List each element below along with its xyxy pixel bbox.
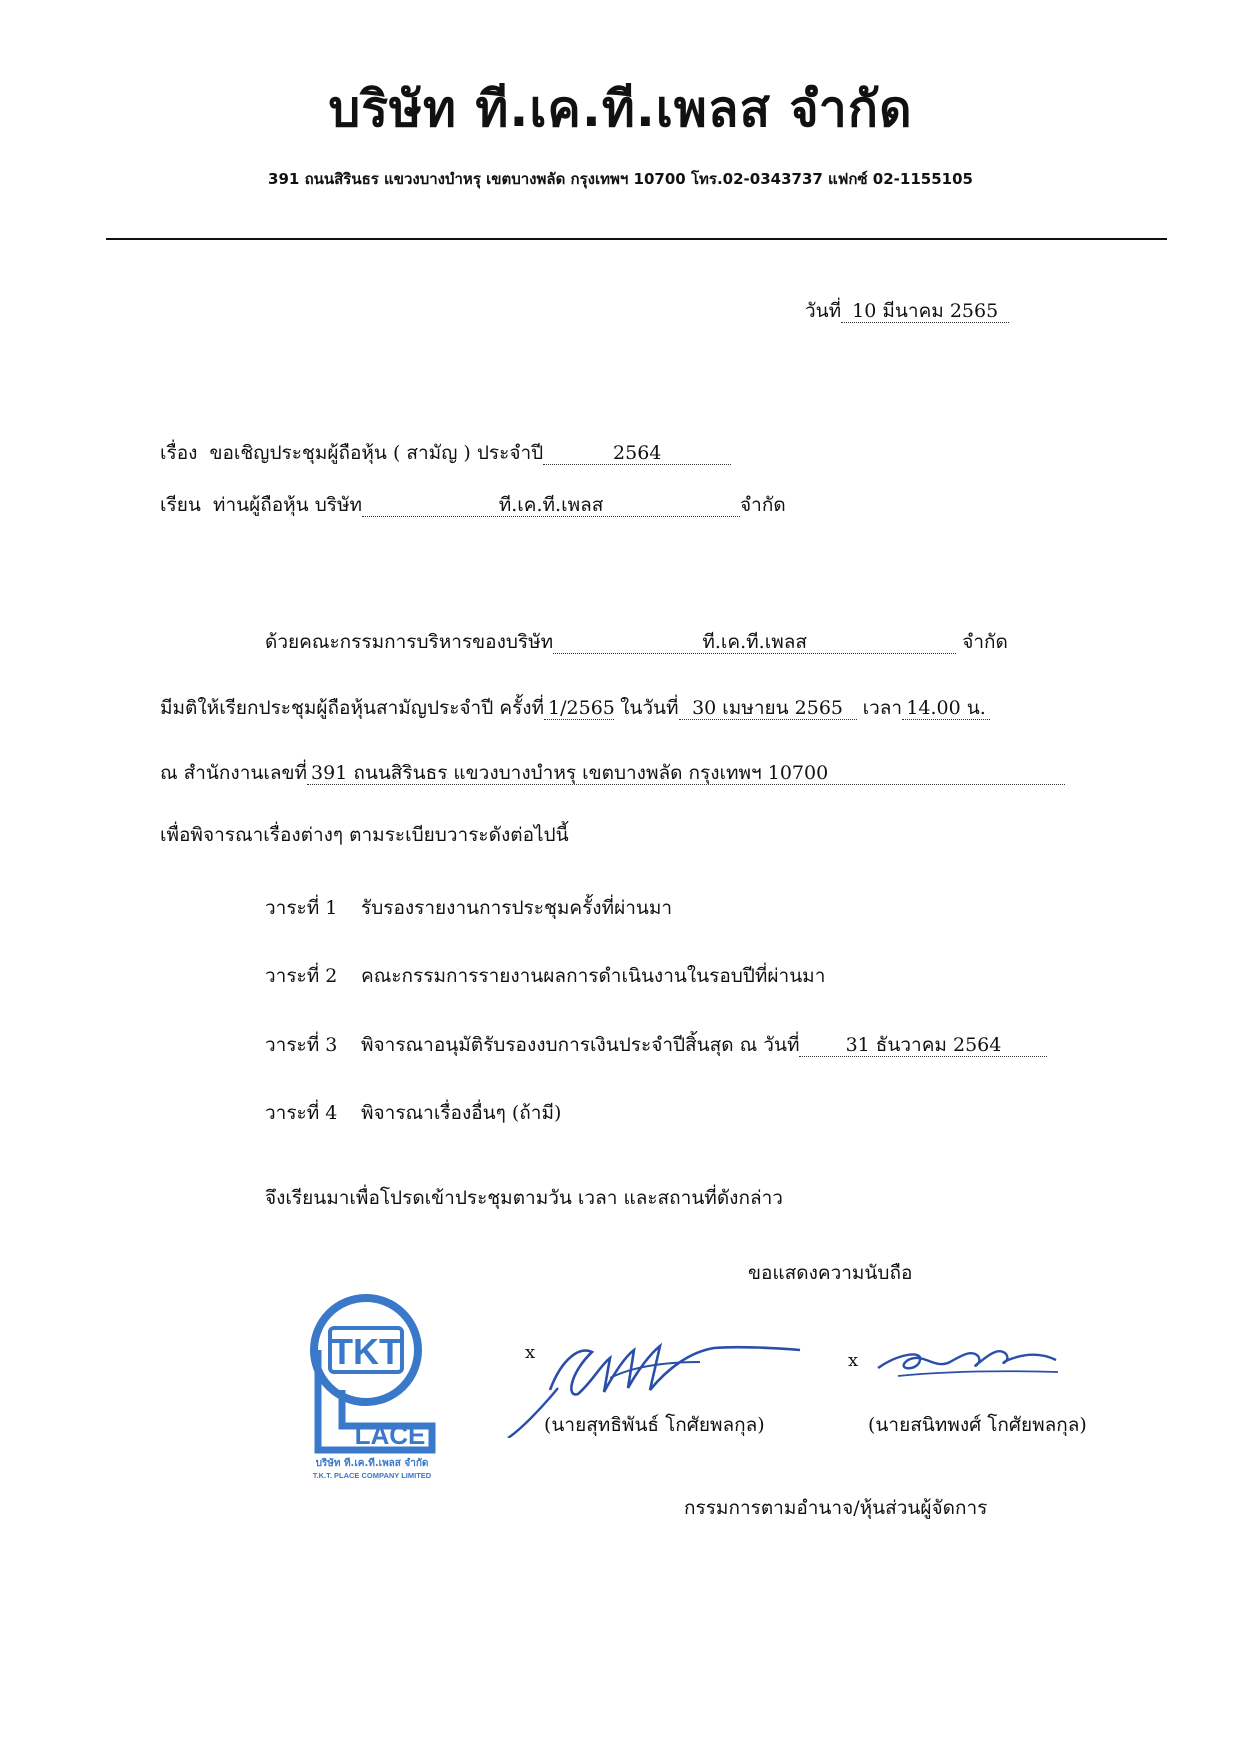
body-line1-suffix: จำกัด xyxy=(962,631,1008,653)
svg-text:บริษัท ที.เค.ที.เพลส จำกัด: บริษัท ที.เค.ที.เพลส จำกัด xyxy=(315,1458,429,1469)
signatory-name-1: (นายสุทธิพันธ์ โกศัยพลกุล) xyxy=(544,1414,765,1436)
agenda-number: วาระที่ 4 xyxy=(265,1102,338,1124)
subject-year: 2564 xyxy=(543,443,731,465)
agenda-item-3 xyxy=(265,1030,1047,1060)
signatory-name-2: (นายสนิทพงศ์ โกศัยพลกุล) xyxy=(868,1414,1087,1436)
agenda-text: รับรองรายงานการประชุมครั้งที่ผ่านมา xyxy=(361,897,673,919)
meeting-number: 1/2565 xyxy=(544,698,614,720)
svg-text:LACE: LACE xyxy=(354,1420,426,1450)
body-company: ที.เค.ที.เพลส xyxy=(553,632,956,654)
salutation-line xyxy=(160,490,786,520)
salutation-suffix: จำกัด xyxy=(740,494,786,516)
agenda-date-fill: 31 ธันวาคม 2564 xyxy=(799,1035,1047,1057)
body-line-3 xyxy=(160,758,1065,788)
agenda-text: พิจารณาอนุมัติรับรองงบการเงินประจำปีสิ้นสุด ณ วันที่ xyxy=(361,1034,800,1056)
meeting-time-label: เวลา xyxy=(862,697,903,719)
body-line3-prefix: ณ สำนักงานเลขที่ xyxy=(160,762,308,784)
subject-line xyxy=(160,438,731,468)
agenda-item-4 xyxy=(265,1098,561,1128)
svg-text:T.K.T. PLACE COMPANY LIMITED: T.K.T. PLACE COMPANY LIMITED xyxy=(312,1471,432,1480)
header-divider xyxy=(106,238,1167,240)
meeting-time: 14.00 น. xyxy=(902,698,990,720)
agenda-text: พิจารณาเรื่องอื่นๆ (ถ้ามี) xyxy=(361,1102,562,1124)
subject-text: ขอเชิญประชุมผู้ถือหุ้น ( สามัญ ) ประจำปี xyxy=(209,442,544,464)
body-line-2 xyxy=(160,693,990,723)
agenda-number: วาระที่ 1 xyxy=(265,897,338,919)
body-line-1 xyxy=(265,627,1008,657)
body-line2-prefix: มีมติให้เรียกประชุมผู้ถือหุ้นสามัญประจำปี ครั้งที่ xyxy=(160,697,545,719)
svg-text:TKT: TKT xyxy=(331,1331,401,1372)
stamp-logo-icon xyxy=(300,1290,442,1480)
closing-regards: ขอแสดงความนับถือ xyxy=(748,1262,913,1284)
company-name: บริษัท ที.เค.ที.เพลส จำกัด xyxy=(328,80,913,138)
date-label: วันที่ xyxy=(805,300,842,322)
signature-mark-2: x xyxy=(848,1350,859,1371)
signatory-title: กรรมการตามอำนาจ/หุ้นส่วนผู้จัดการ xyxy=(684,1497,988,1519)
salutation-label: เรียน xyxy=(160,494,201,516)
signature-mark-1: x xyxy=(525,1342,536,1363)
body-line-4: เพื่อพิจารณาเรื่องต่างๆ ตามระเบียบวาระดังต่อไปนี้ xyxy=(160,824,569,846)
date-value: 10 มีนาคม 2565 xyxy=(841,301,1009,323)
agenda-number: วาระที่ 3 xyxy=(265,1034,338,1056)
closing-invitation: จึงเรียนมาเพื่อโปรดเข้าประชุมตามวัน เวลา และสถานที่ดังกล่าว xyxy=(265,1187,783,1209)
body-line1-prefix: ด้วยคณะกรรมการบริหารของบริษัท xyxy=(265,631,554,653)
agenda-number: วาระที่ 2 xyxy=(265,965,338,987)
salutation-text: ท่านผู้ถือหุ้น บริษัท xyxy=(212,494,363,516)
agenda-item-1 xyxy=(265,893,672,923)
meeting-date-label: ในวันที่ xyxy=(620,697,679,719)
subject-label: เรื่อง xyxy=(160,442,198,464)
agenda-item-2 xyxy=(265,961,825,991)
company-stamp xyxy=(300,1290,442,1480)
signature-2-icon xyxy=(868,1330,1068,1390)
agenda-text: คณะกรรมการรายงานผลการดำเนินงานในรอบปีที่ผ่านมา xyxy=(361,965,826,987)
salutation-company: ที.เค.ที.เพลส xyxy=(362,495,740,517)
meeting-place: 391 ถนนสิรินธร แขวงบางบำหรุ เขตบางพลัด กรุงเทพฯ 10700 xyxy=(307,763,1065,785)
company-address: 391 ถนนสิรินธร แขวงบางบำหรุ เขตบางพลัด กรุงเทพฯ 10700 โทร.02-0343737 แฟกซ์ 02-1155105 xyxy=(268,170,973,188)
date-line xyxy=(805,296,1009,326)
meeting-date: 30 เมษายน 2565 xyxy=(679,698,857,720)
